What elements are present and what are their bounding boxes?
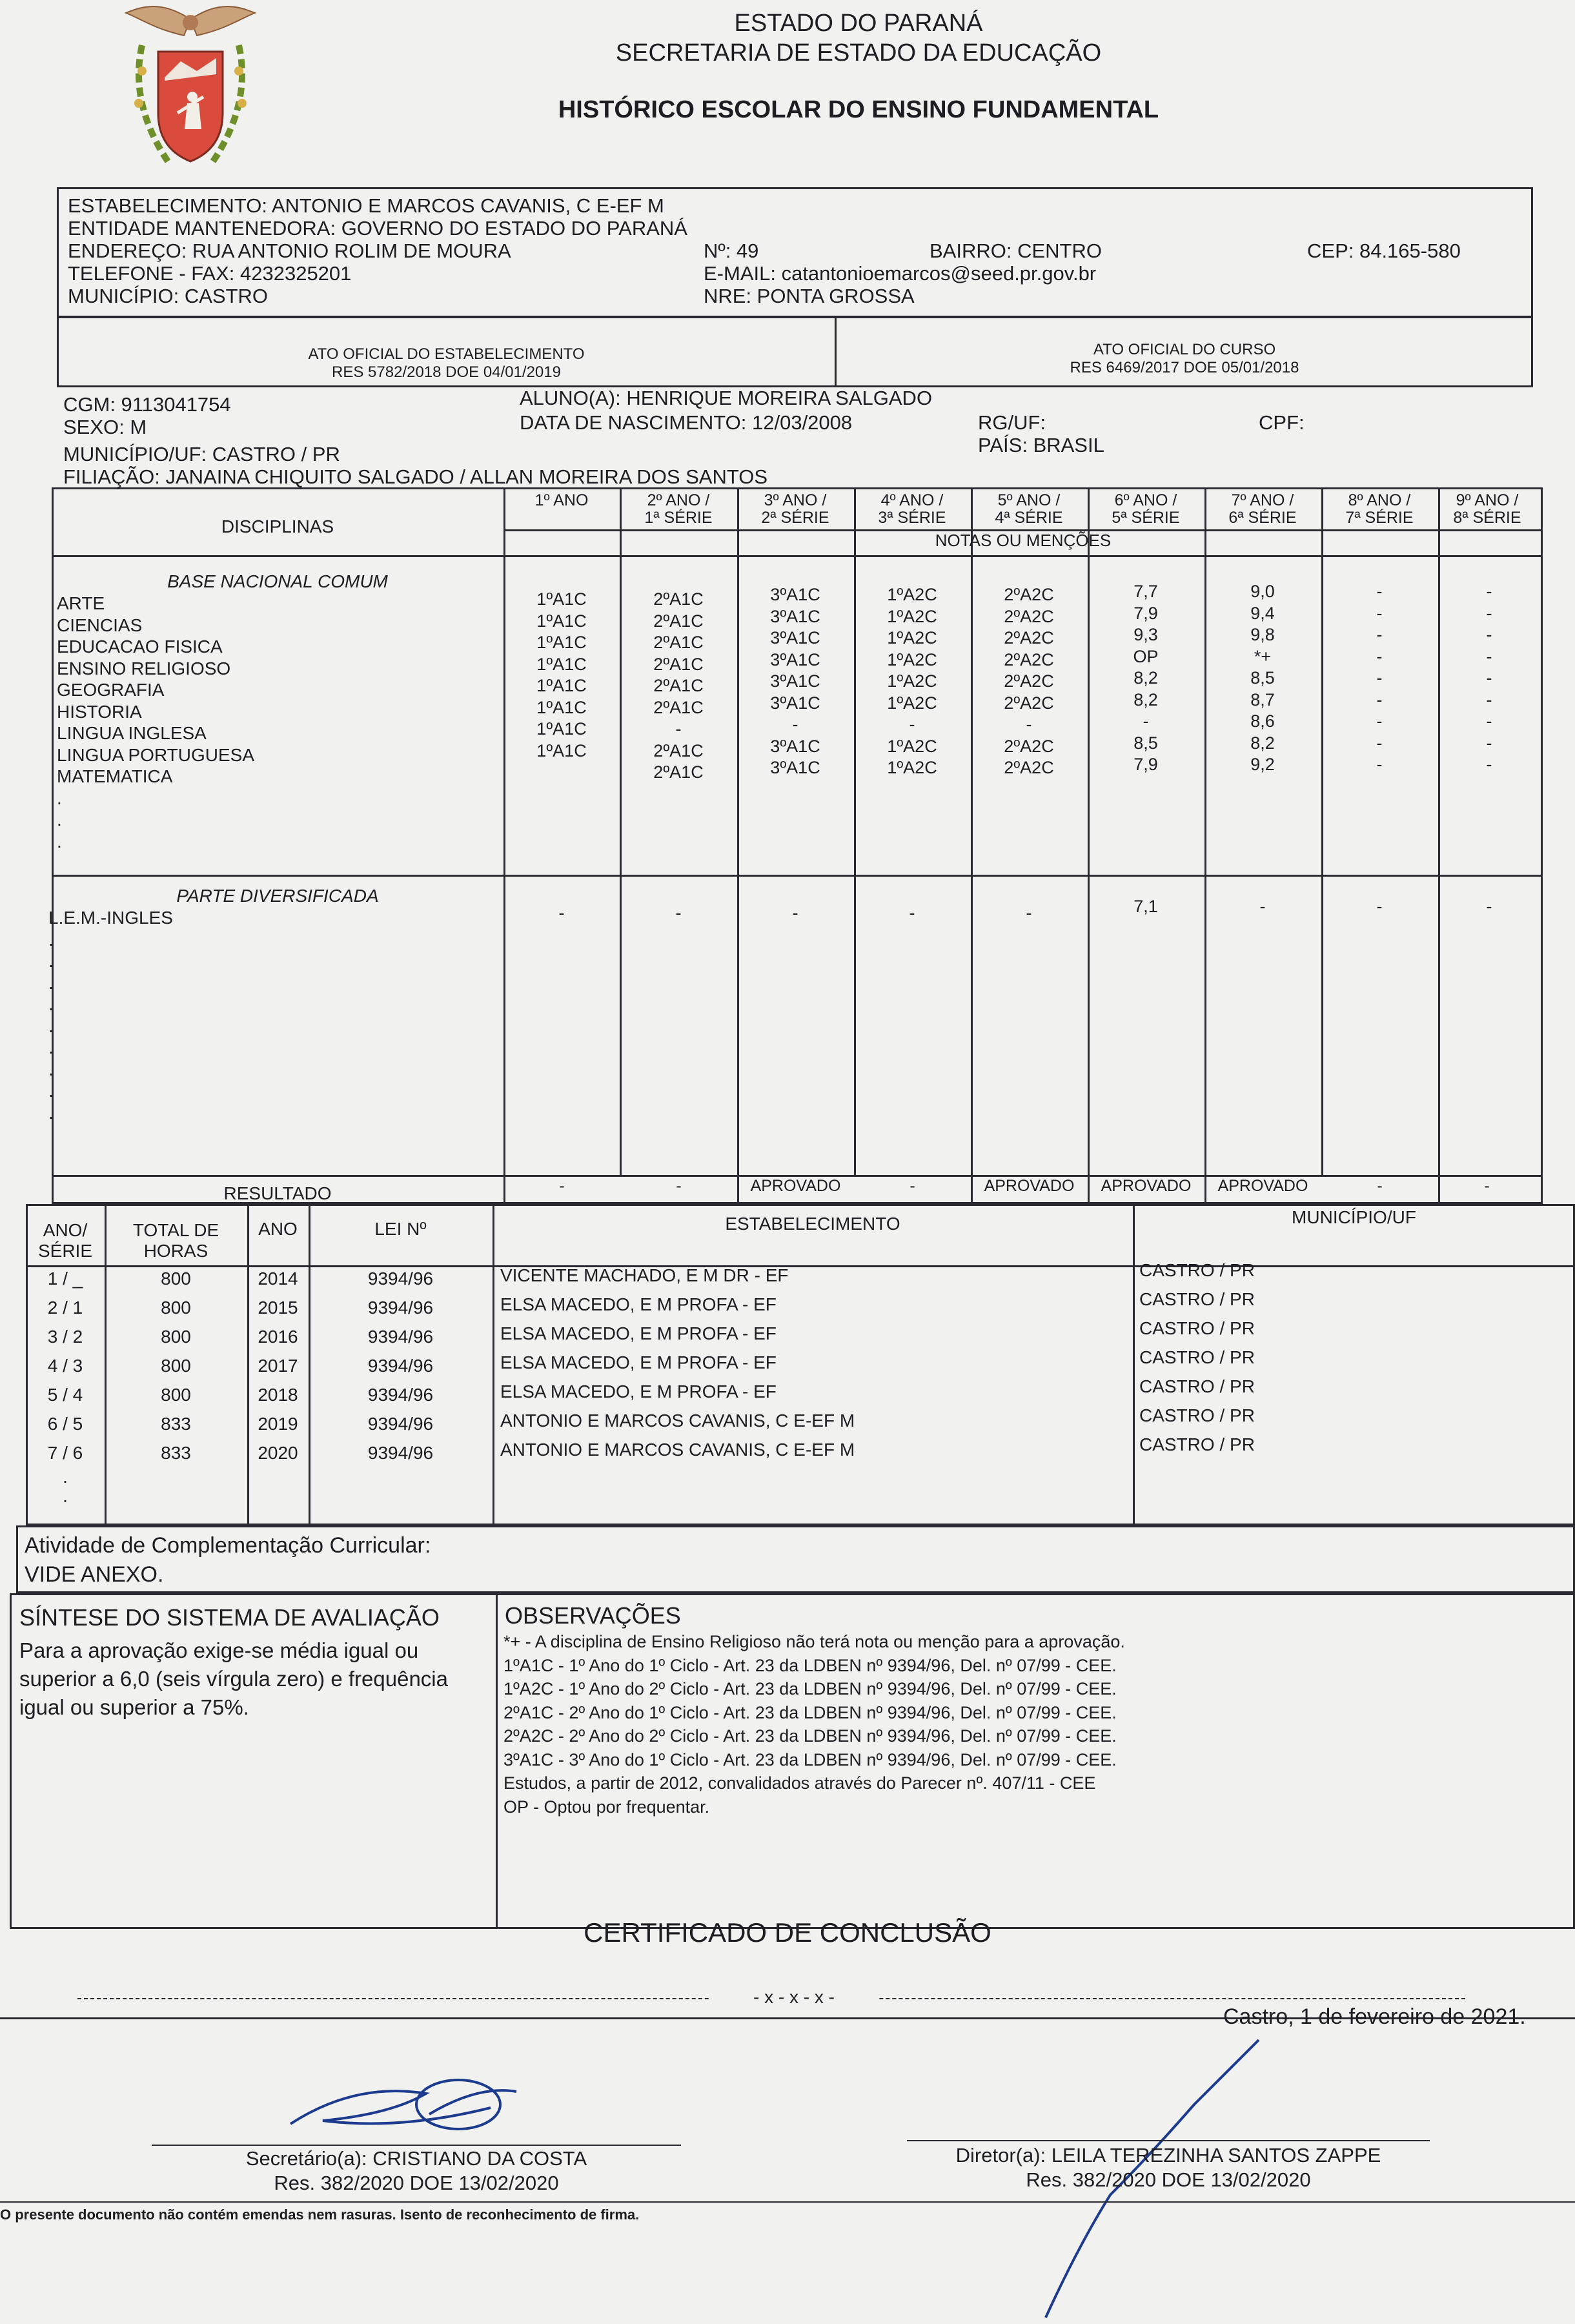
student-country: PAÍS: BRASIL [978, 434, 1104, 456]
grade-column: 7,7 7,9 9,3 OP 8,2 8,2 - 8,5 7,9 [1133, 582, 1159, 774]
student-municipality: MUNICÍPIO/UF: CASTRO / PR [63, 443, 340, 465]
notes-header: NOTAS OU MENÇÕES [935, 531, 1112, 550]
act-course-res: RES 6469/2017 DOE 05/01/2018 [1070, 359, 1299, 376]
observations-title: OBSERVAÇÕES [505, 1602, 681, 1629]
year-header: 8º ANO / 7ª SÉRIE [1345, 491, 1414, 527]
hist-header-law: LEI Nº [374, 1219, 427, 1239]
establishment: ESTABELECIMENTO: ANTONIO E MARCOS CAVANIS, C E-EF M [68, 194, 664, 217]
result-cell: APROVADO [984, 1177, 1075, 1195]
act-establishment-title: ATO OFICIAL DO ESTABELECIMENTO [308, 345, 585, 363]
hist-col-serie: 1 / _ 2 / 1 3 / 2 4 / 3 5 / 4 6 / 5 7 / 6 . . [47, 1269, 83, 1506]
student-filiation: FILIAÇÃO: JANAINA CHIQUITO SALGADO / ALLAN MOREIRA DOS SANTOS [63, 465, 768, 488]
year-header: 1º ANO [534, 491, 589, 509]
div-grade: - [1376, 897, 1383, 916]
hist-header-year: ANO [258, 1219, 298, 1239]
grade-column: 2ºA2C 2ºA2C 2ºA2C 2ºA2C 2ºA2C 2ºA2C - 2ºA2C 2ºA2C [1004, 585, 1054, 777]
cep: CEP: 84.165-580 [1307, 240, 1461, 262]
result-label: RESULTADO [223, 1183, 332, 1203]
hist-header-serie: ANO/ SÉRIE [37, 1220, 93, 1261]
complement-label: Atividade de Complementação Curricular: [25, 1533, 431, 1558]
year-header: 6º ANO / 5ª SÉRIE [1112, 491, 1180, 527]
entity: ENTIDADE MANTENEDORA: GOVERNO DO ESTADO DO PARANÁ [68, 217, 687, 240]
student-rg: RG/UF: [978, 411, 1046, 434]
div-subject-list: L.E.M.-INGLES . . . . . . . . . [48, 908, 173, 1123]
hist-col-city: CASTRO / PR CASTRO / PR CASTRO / PR CASTRO / PR CASTRO / PR CASTRO / PR CASTRO / PR [1139, 1260, 1255, 1454]
email: E-MAIL: catantonioemarcos@seed.pr.gov.br [704, 262, 1097, 285]
address-number: Nº: 49 [704, 240, 759, 262]
result-cell: - [909, 1177, 915, 1195]
grade-column: 3ºA1C 3ºA1C 3ºA1C 3ºA1C 3ºA1C 3ºA1C - 3ºA1C 3ºA1C [770, 585, 820, 777]
div-grade: - [1486, 897, 1492, 916]
div-grade: - [675, 903, 682, 922]
grade-column: 9,0 9,4 9,8 *+ 8,5 8,7 8,6 8,2 9,2 [1250, 582, 1275, 774]
header-state: ESTADO DO PARANÁ [734, 10, 983, 37]
grade-column: 1ºA1C 1ºA1C 1ºA1C 1ºA1C 1ºA1C 1ºA1C 1ºA1C 1ºA1C [536, 589, 587, 760]
div-grade: - [558, 903, 565, 922]
hist-header-municipality: MUNICÍPIO/UF [1292, 1207, 1416, 1227]
hist-col-law: 9394/96 9394/96 9394/96 9394/96 9394/96 9394/96 9394/96 [367, 1269, 434, 1463]
footer-note: O presente documento não contém emendas nem rasuras. Isento de reconhecimento de firma. [0, 2207, 640, 2223]
secretary-name: Secretário(a): CRISTIANO DA COSTA [245, 2147, 587, 2170]
year-header: 2º ANO / 1ª SÉRIE [644, 491, 713, 527]
div-grade: - [1259, 897, 1266, 916]
student-cpf: CPF: [1259, 411, 1305, 434]
complement-value: VIDE ANEXO. [25, 1562, 164, 1587]
disciplines-header: DISCIPLINAS [221, 516, 334, 536]
grade-column: - - - - - - - - - [1376, 582, 1383, 774]
hist-col-year: 2014 2015 2016 2017 2018 2019 2020 [258, 1269, 298, 1463]
act-establishment-res: RES 5782/2018 DOE 04/01/2019 [332, 363, 561, 381]
place-date: Castro, 1 de fevereiro de 2021. [1223, 2004, 1526, 2029]
result-cell: - [1377, 1177, 1383, 1195]
student-birth: DATA DE NASCIMENTO: 12/03/2008 [520, 411, 853, 434]
municipality: MUNICÍPIO: CASTRO [68, 285, 269, 307]
act-course-title: ATO OFICIAL DO CURSO [1093, 341, 1276, 358]
year-header: 7º ANO / 6ª SÉRIE [1228, 491, 1297, 527]
div-grade: - [1026, 903, 1032, 922]
address: ENDEREÇO: RUA ANTONIO ROLIM DE MOURA [68, 240, 511, 262]
year-header: 9º ANO / 8ª SÉRIE [1453, 491, 1521, 527]
hist-col-hours: 800 800 800 800 800 833 833 [161, 1269, 191, 1463]
nre: NRE: PONTA GROSSA [704, 285, 915, 307]
secretary-res: Res. 382/2020 DOE 13/02/2020 [274, 2172, 559, 2194]
subject-list: ARTE CIENCIAS EDUCACAO FISICA ENSINO RELIGIOSO GEOGRAFIA HISTORIA LINGUA INGLESA LINGUA PORTUGUESA MATEMATICA . . . [57, 593, 255, 851]
result-cell: - [676, 1177, 682, 1195]
year-header: 4º ANO / 3ª SÉRIE [878, 491, 946, 527]
year-header: 5º ANO / 4ª SÉRIE [995, 491, 1063, 527]
student-name: ALUNO(A): HENRIQUE MOREIRA SALGADO [520, 387, 933, 409]
secretary-signature-icon [284, 2069, 529, 2140]
hist-header-hours: TOTAL DE HORAS [132, 1220, 219, 1261]
result-cell: APROVADO [1101, 1177, 1192, 1195]
synthesis-title: SÍNTESE DO SISTEMA DE AVALIAÇÃO [19, 1604, 440, 1631]
certificate-separator: - x - x - x - [710, 1987, 878, 2008]
result-cell: - [1484, 1177, 1490, 1195]
result-cell: APROVADO [750, 1177, 841, 1195]
student-cgm: CGM: 9113041754 [63, 393, 231, 416]
result-cell: - [559, 1177, 565, 1195]
district: BAIRRO: CENTRO [930, 240, 1102, 262]
header-secretariat: SECRETARIA DE ESTADO DA EDUCAÇÃO [615, 39, 1102, 66]
student-sex: SEXO: M [63, 416, 147, 438]
base-section-title: BASE NACIONAL COMUM [167, 571, 388, 591]
observations-text: *+ - A disciplina de Ensino Religioso não terá nota ou menção para a aprovação. 1ºA1C - 1º Ano do 1º Ciclo - Art. 23 da LDBEN nº 9394/96, Del. nº 07/99 - CEE. 1ºA2C - 1º Ano do 2º Ciclo - Art. 23 da LDBEN nº 9394/96, Del. nº 07/99 - CEE. 2ºA1C - 2º Ano do 1º Ciclo - Art. 23 da LDBEN nº 9394/96, Del. nº 07/99 - CEE. 2ºA2C - 2º Ano do 2º Ciclo - Art. 23 da LDBEN nº 9394/96, Del. nº 07/99 - CEE. 3ºA1C - 3º Ano do 1º Ciclo - Art. 23 da LDBEN nº 9394/96, Del. nº 07/99 - CEE. Estudos, a partir de 2012, convalidados através do Parecer nº. 407/11 - CEE OP - Optou por frequentar. [503, 1632, 1125, 1817]
div-grade: 7,1 [1133, 897, 1158, 916]
hist-header-establishment: ESTABELECIMENTO [725, 1214, 900, 1234]
year-header: 3º ANO / 2ª SÉRIE [761, 491, 829, 527]
div-grade: - [909, 903, 915, 922]
result-cell: APROVADO [1217, 1177, 1308, 1195]
director-res: Res. 382/2020 DOE 13/02/2020 [1026, 2168, 1311, 2191]
grade-column: 1ºA2C 1ºA2C 1ºA2C 1ºA2C 1ºA2C 1ºA2C - 1ºA2C 1ºA2C [887, 585, 937, 777]
div-grade: - [792, 903, 798, 922]
grade-column: 2ºA1C 2ºA1C 2ºA1C 2ºA1C 2ºA1C 2ºA1C - 2ºA1C 2ºA1C [653, 589, 704, 782]
grade-column: - - - - - - - - - [1486, 582, 1492, 774]
div-section-title: PARTE DIVERSIFICADA [176, 886, 379, 906]
synthesis-text: Para a aprovação exige-se média igual ou superior a 6,0 (seis vírgula zero) e frequência igual ou superior a 75%. [19, 1638, 448, 1719]
phone: TELEFONE - FAX: 4232325201 [68, 262, 352, 285]
hist-col-school: VICENTE MACHADO, E M DR - EF ELSA MACEDO, E M PROFA - EF ELSA MACEDO, E M PROFA - EF ELSA MACEDO, E M PROFA - EF ELSA MACEDO, E M PROFA - EF ANTONIO E MARCOS CAVANIS, C E-EF M ANTONIO E MARCOS CAVANIS, C E-EF M [500, 1265, 855, 1460]
certificate-title: CERTIFICADO DE CONCLUSÃO [584, 1917, 991, 1948]
director-name: Diretor(a): LEILA TEREZINHA SANTOS ZAPPE [955, 2144, 1381, 2166]
document-title: HISTÓRICO ESCOLAR DO ENSINO FUNDAMENTAL [558, 96, 1159, 123]
